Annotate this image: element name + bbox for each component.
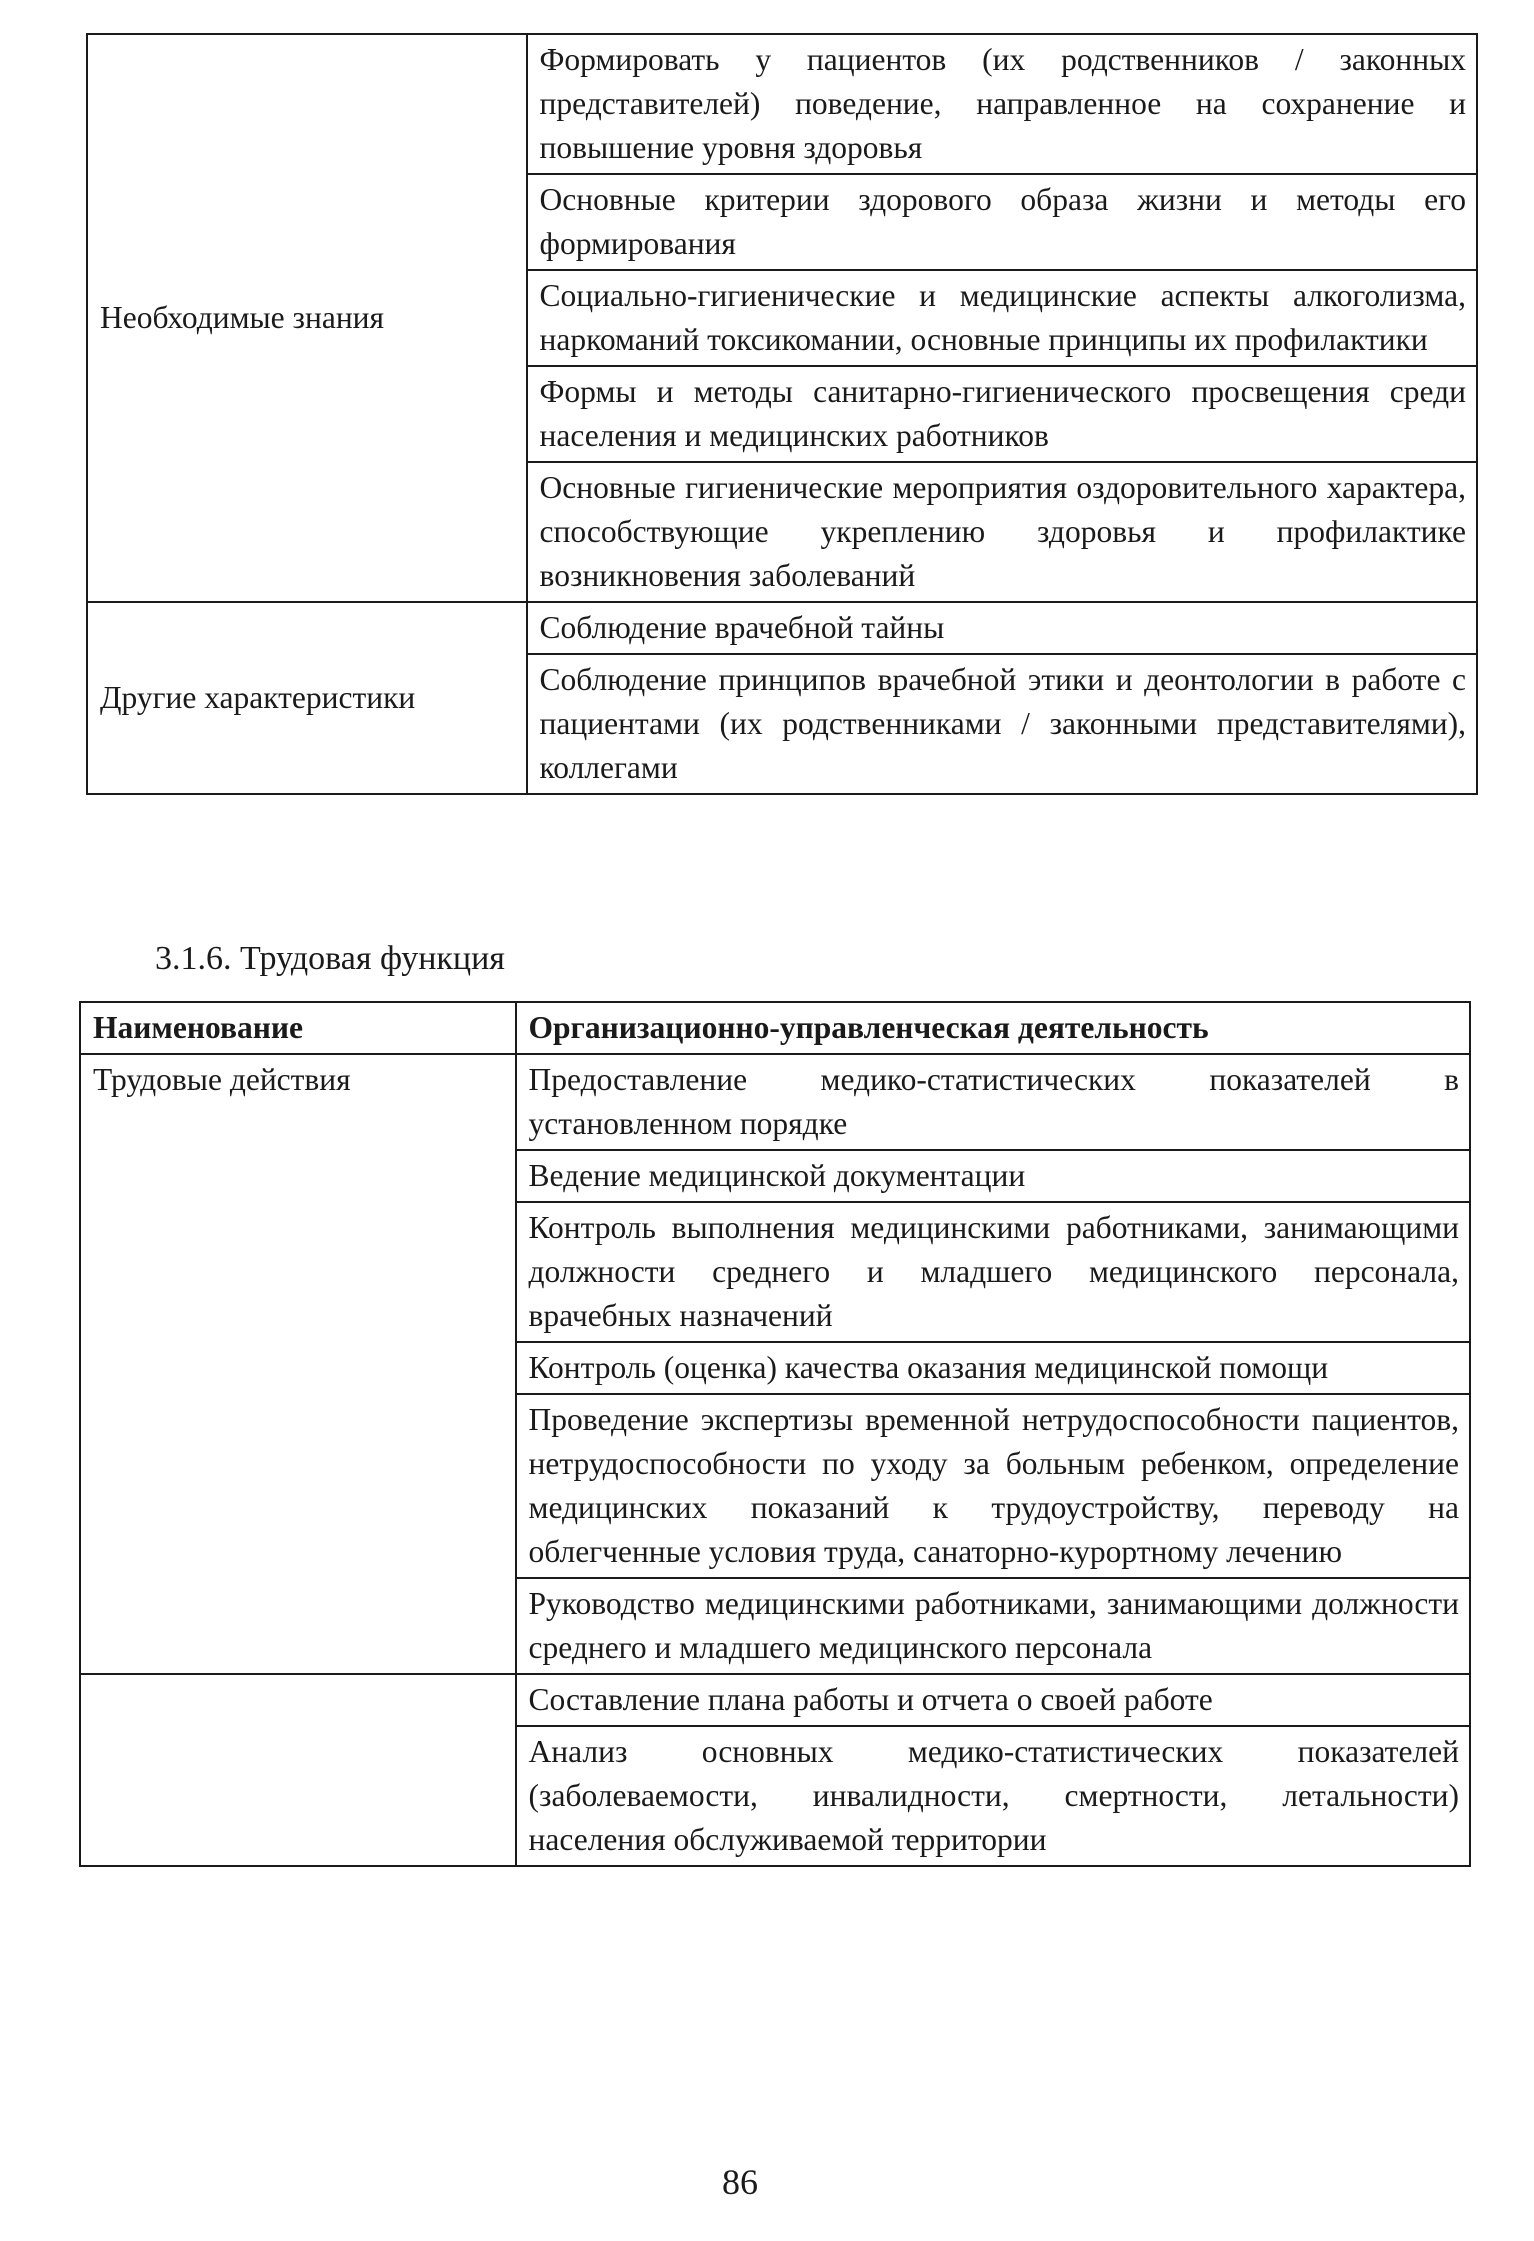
table-cell: Составление плана работы и отчета о своей работе	[516, 1674, 1470, 1726]
table-cell: Формы и методы санитарно-гигиенического просвещения среди населения и медицинских работников	[527, 366, 1477, 462]
table-cell: Ведение медицинской документации	[516, 1150, 1470, 1202]
table-cell: Контроль (оценка) качества оказания медицинской помощи	[516, 1342, 1470, 1394]
table-cell: Проведение экспертизы временной нетрудоспособности пациентов, нетрудоспособности по уходу за больным ребенком, определение медицинских показаний к трудоустройству, переводу на облегченные условия труда, санаторно-курортному лечению	[516, 1394, 1470, 1578]
table-cell: Формировать у пациентов (их родственников / законных представителей) поведение, направленное на сохранение и повышение уровня здоровья	[527, 34, 1477, 174]
table-row	[80, 1674, 1470, 1726]
header-value-cell: Организационно-управленческая деятельность	[516, 1002, 1470, 1054]
competency-table	[86, 33, 1478, 795]
table-row	[80, 1054, 1470, 1150]
required-knowledge-label: Необходимые знания	[87, 34, 527, 602]
table-cell: Основные гигиенические мероприятия оздоровительного характера, способствующие укреплению здоровья и профилактике возникновения заболеваний	[527, 462, 1477, 602]
table-cell: Предоставление медико-статистических показателей в установленном порядке	[516, 1054, 1470, 1150]
labor-function-table	[79, 1001, 1471, 1867]
section-title: 3.1.6. Трудовая функция	[155, 940, 505, 977]
table-cell: Основные критерии здорового образа жизни и методы его формирования	[527, 174, 1477, 270]
header-name-cell: Наименование	[80, 1002, 516, 1054]
empty-label-cell	[80, 1674, 516, 1866]
table-row	[87, 34, 1477, 174]
table-header-row	[80, 1002, 1470, 1054]
other-characteristics-label: Другие характеристики	[87, 602, 527, 794]
table-cell: Соблюдение врачебной тайны	[527, 602, 1477, 654]
table-cell: Руководство медицинскими работниками, занимающими должности среднего и младшего медицинского персонала	[516, 1578, 1470, 1674]
page-number: 86	[722, 2162, 758, 2202]
table-cell: Анализ основных медико-статистических показателей (заболеваемости, инвалидности, смертности, летальности) населения обслуживаемой территории	[516, 1726, 1470, 1866]
table-row	[87, 602, 1477, 654]
table-cell: Контроль выполнения медицинскими работниками, занимающими должности среднего и младшего медицинского персонала, врачебных назначений	[516, 1202, 1470, 1342]
table-cell: Социально-гигиенические и медицинские аспекты алкоголизма, наркоманий токсикомании, основные принципы их профилактики	[527, 270, 1477, 366]
table-cell: Соблюдение принципов врачебной этики и деонтологии в работе с пациентами (их родственниками / законными представителями), коллегами	[527, 654, 1477, 794]
labor-actions-label: Трудовые действия	[80, 1054, 516, 1674]
